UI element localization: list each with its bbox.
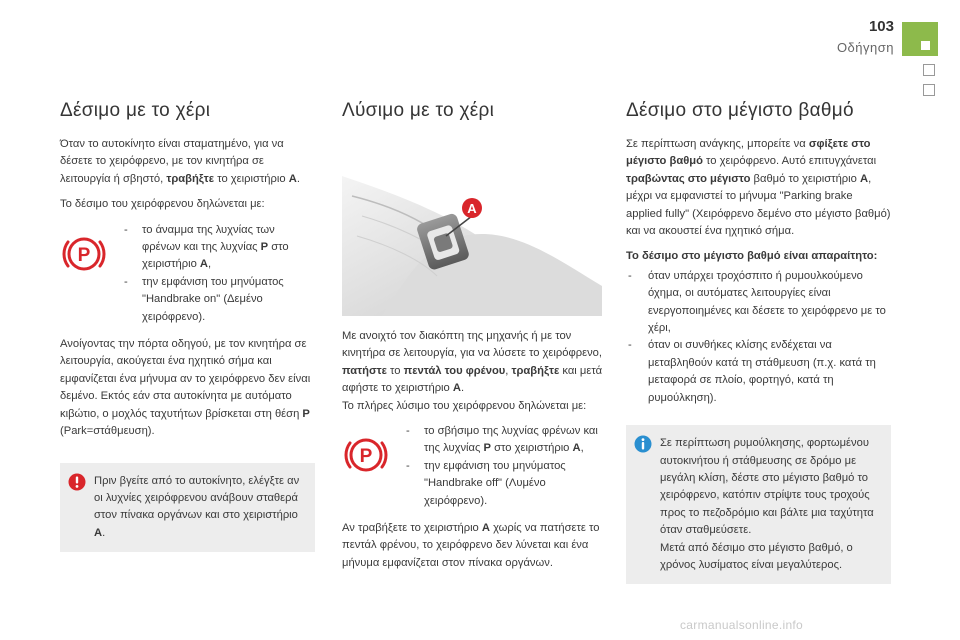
column-maximum-apply	[626, 100, 891, 584]
heading-manual-apply: Δέσιμο με το χέρι	[60, 100, 211, 121]
subheading: Το δέσιμο στο μέγιστο βαθμό είναι απαραίτητο:	[626, 250, 878, 263]
svg-text:P: P	[359, 446, 373, 468]
warning-note: Πριν βγείτε από το αυτοκίνητο, ελέγξτε αν οι λυχνίες χειρόφρενου ανάβουν σταθερά στον πίνακα οργάνων και στο χειριστήριο A.	[60, 463, 315, 553]
column-manual-release	[342, 100, 606, 580]
heading-manual-release: Λύσιμο με το χέρι	[342, 100, 495, 121]
section-title: Οδήγηση	[836, 40, 894, 55]
chapter-tab[interactable]	[923, 84, 935, 96]
paragraph: Όταν το αυτοκίνητο είναι σταματημένο, για να δέσετε το χειρόφρενο, με τον κινητήρα σε λειτουργία ή σβηστό, τραβήξτε το χειριστήριο A.	[60, 138, 300, 185]
list-item: - την εμφάνιση του μηνύματος "Handbrake on" (Δεμένο χειρόφρενο).	[122, 274, 315, 326]
list-item: - το σβήσιμο της λυχνίας φρένων και της λυχνίας P στο χειριστήριο A,	[404, 423, 606, 458]
condition-list	[626, 268, 891, 407]
parking-brake-warning-icon	[344, 433, 388, 477]
page-number: 103	[868, 18, 894, 35]
list-item: - την εμφάνιση του μηνύματος "Handbrake off" (Λυμένο χειρόφρενο).	[404, 458, 606, 510]
list-item: - το άναμμα της λυχνίας των φρένων και της λυχνίας P στο χειριστήριο A,	[122, 222, 315, 274]
info-icon	[634, 435, 652, 453]
paragraph: Με ανοιχτό τον διακόπτη της μηχανής ή με τον κινητήρα σε λειτουργία, για να λύσετε το χειρόφρενο, πατήστε το πεντάλ του φρένου, τραβήξτε και μετά αφήστε το χειριστήριο A.	[342, 330, 603, 395]
list-item: - όταν οι συνθήκες κλίσης ενδέχεται να μεταβληθούν κατά τη στάθμευση (π.χ. κατά τη μεταφορά σε πλοίο, φορτηγό, κατά τη ρυμούλκηση).	[626, 337, 891, 407]
parking-brake-warning-icon	[62, 232, 106, 276]
column-manual-apply	[60, 100, 315, 552]
callout-label-a: A	[467, 201, 477, 216]
paragraph: Το δέσιμο του χειρόφρενου δηλώνεται με:	[60, 198, 265, 211]
paragraph: Αν τραβήξετε το χειριστήριο A χωρίς να πατήσετε το πεντάλ φρένου, το χειρόφρενο δεν λύνεται και ένα μήνυμα εμφανίζεται στον πίνακα οργάνων.	[342, 522, 600, 569]
info-text: Μετά από δέσιμο στο μέγιστο βαθμό, ο χρόνος λυσίματος είναι μεγαλύτερος.	[660, 541, 853, 571]
info-note	[626, 425, 891, 584]
heading-maximum-apply: Δέσιμο στο μέγιστο βαθμό	[626, 100, 854, 121]
chapter-tab[interactable]	[923, 64, 935, 76]
paragraph: Σε περίπτωση ανάγκης, μπορείτε να σφίξετε στο μέγιστο βαθμό το χειρόφρενο. Αυτό επιτυγχάνεται τραβώντας στο μέγιστο βαθμό το χειριστήριο A, μέχρι να εμφανιστεί το μήνυμα "Parking brake applied fully" (Χειρόφρενο δεμένο στο μέγιστο βαθμό) και να ακουστεί ένα ηχητικό σήμα.	[626, 138, 891, 238]
list-item: - όταν υπάρχει τροχόσπιτο ή ρυμουλκούμενο όχημα, οι αυτόματες λειτουργίες είναι ενεργοποιημένες και δέσετε το χειρόφρενο με το χέρι,	[626, 268, 891, 338]
chapter-tab-active[interactable]	[902, 22, 938, 56]
warning-icon	[68, 473, 86, 491]
svg-text:P: P	[77, 244, 91, 266]
handbrake-control-illustration	[342, 136, 602, 316]
paragraph: Το πλήρες λύσιμο του χειρόφρενου δηλώνεται με:	[342, 399, 587, 412]
info-text: Σε περίπτωση ρυμούλκησης, φορτωμένου αυτοκινήτου ή στάθμευσης σε δρόμο με μεγάλη κλίση, δέστε στο μέγιστο βαθμό το χειρόφρενο, κατόπιν στρίψτε τους τροχούς προς το πεζοδρόμιο και βάλτε μια ταχύτητα όταν σταθμεύσετε.	[660, 437, 874, 537]
paragraph: Ανοίγοντας την πόρτα οδηγού, με τον κινητήρα σε λειτουργία, ακούγεται ένα ηχητικό σήμα και εμφανίζεται ένα μήνυμα αν το χειρόφρενο δεν είναι δεμένο. Εκτός εάν στα αυτοκίνητα με αυτόματο κιβώτιο, ο μοχλός ταχυτήτων βρίσκεται στη θέση P (Park=στάθμευση).	[60, 338, 311, 438]
watermark: carmanualsonline.info	[680, 618, 804, 632]
parking-indicator-block	[342, 423, 606, 510]
parking-indicator-block	[60, 222, 315, 326]
